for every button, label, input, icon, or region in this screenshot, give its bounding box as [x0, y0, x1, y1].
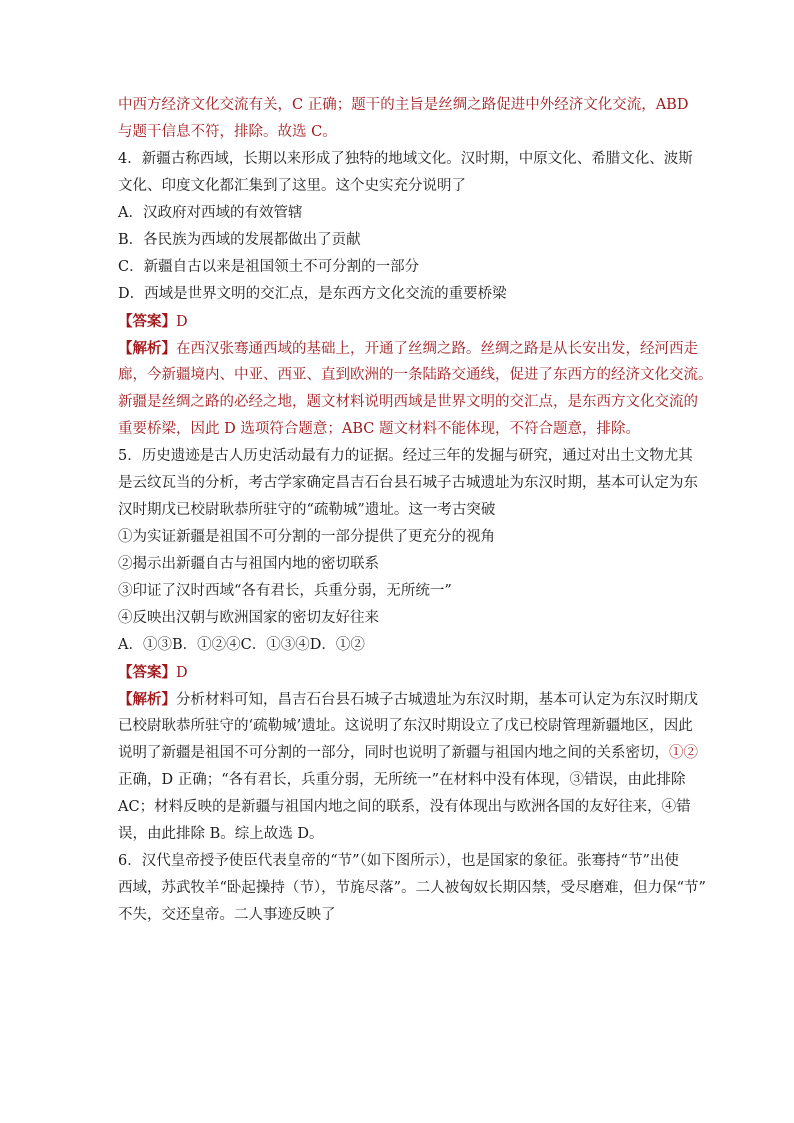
q5-statement-3: ③印证了汉时西域“各有君长，兵重分弱，无所统一”	[118, 583, 452, 599]
q6-stem-line: 6．汉代皇帝授予使臣代表皇帝的“节”（如下图所示），也是国家的象征。张骞持“节”出使	[118, 853, 679, 869]
q5-analysis-line	[118, 740, 698, 767]
q4-stem-line: 文化、印度文化都汇集到了这里。这个史实充分说明了	[118, 178, 466, 194]
analysis-highlight: ①②	[669, 745, 698, 761]
q5-analysis-line	[118, 686, 698, 713]
q4-option-c: C．新疆自古以来是祖国领土不可分割的一部分	[118, 259, 420, 275]
q4-analysis-line: 重要桥梁，因此 D 选项符合题意；ABC 题文材料不能体现，不符合题意，排除。	[118, 421, 640, 437]
question-5	[118, 443, 698, 848]
q5-options: A．①③B．①②④C．①③④D．①②	[118, 637, 365, 653]
q4-analysis-line: 廊，今新疆境内、中亚、西亚、直到欧洲的一条陆路交通线，促进了东西方的经济文化交流。	[118, 367, 713, 383]
q6-stem-line: 西域，苏武牧羊“卧起操持（节），节旄尽落”。二人被匈奴长期囚禁，受尽磨难，但力保“节”	[118, 880, 706, 896]
q5-analysis-line: AC；材料反映的是新疆与祖国内地之间的联系，没有体现出与欧洲各国的友好往来，④错	[118, 799, 691, 815]
q5-analysis-line: 已校尉耿恭所驻守的‘疏勒城’遗址。这说明了东汉时期设立了戊已校尉管理新疆地区，因此	[118, 718, 693, 734]
q5-statement-4: ④反映出汉朝与欧洲国家的密切友好往来	[118, 610, 379, 626]
q5-stem-line: 是云纹瓦当的分析，考古学家确定昌吉石台县石城子古城遗址为东汉时期，基本可认定为东	[118, 475, 698, 491]
analysis-label: 【解析】	[118, 340, 176, 357]
q5-analysis-line: 正确，D 正确；“各有君长，兵重分弱，无所统一”在材料中没有体现，③错误，由此排除	[118, 772, 686, 788]
q4-option-b: B．各民族为西域的发展都做出了贡献	[118, 232, 361, 248]
analysis-text: 在西汉张骞通西域的基础上，开通了丝绸之路。丝绸之路是从长安出发，经河西走	[176, 341, 698, 357]
analysis-label: 【解析】	[118, 691, 176, 708]
q4-answer	[118, 308, 678, 335]
q5-answer	[118, 659, 678, 686]
analysis-text: 分析材料可知，昌吉石台县石城子古城遗址为东汉时期，基本可认定为东汉时期戊	[176, 692, 698, 708]
question-6	[118, 848, 706, 929]
answer-value: D	[176, 665, 188, 681]
q6-stem-line: 不失，交还皇帝。二人事迹反映了	[118, 907, 336, 923]
prev-analysis	[118, 92, 689, 146]
q4-option-d: D．西域是世界文明的交汇点，是东西方文化交流的重要桥梁	[118, 286, 507, 302]
question-4	[118, 146, 713, 443]
answer-label: 【答案】	[118, 664, 176, 681]
q5-statement-2: ②揭示出新疆自古与祖国内地的密切联系	[118, 556, 379, 572]
prev-analysis-line: 与题干信息不符，排除。故选 C。	[118, 124, 337, 140]
document-page	[118, 92, 713, 929]
answer-value: D	[176, 314, 188, 330]
q5-statement-1: ①为实证新疆是祖国不可分割的一部分提供了更充分的视角	[118, 529, 495, 545]
q5-stem-line: 5．历史遗迹是古人历史活动最有力的证据。经过三年的发掘与研究，通过对出土文物尤其	[118, 448, 693, 464]
q4-analysis-line: 新疆是丝绸之路的必经之地，题文材料说明西域是世界文明的交汇点，是东西方文化交流的	[118, 394, 698, 410]
q5-analysis-line: 误，由此排除 B。综上故选 D。	[118, 826, 324, 842]
analysis-text: 说明了新疆是祖国不可分割的一部分，同时也说明了新疆与祖国内地之间的关系密切，	[118, 745, 669, 761]
q4-option-a: A．汉政府对西域的有效管辖	[118, 205, 303, 221]
q4-analysis-line	[118, 335, 698, 362]
q5-stem-line: 汉时期戊已校尉耿恭所驻守的“疏勒城”遗址。这一考古突破	[118, 502, 496, 518]
q4-stem-line: 4．新疆古称西域，长期以来形成了独特的地域文化。汉时期，中原文化、希腊文化、波斯	[118, 151, 693, 167]
prev-analysis-line: 中西方经济文化交流有关，C 正确；题干的主旨是丝绸之路促进中外经济文化交流，ABD	[118, 97, 689, 113]
answer-label: 【答案】	[118, 313, 176, 330]
